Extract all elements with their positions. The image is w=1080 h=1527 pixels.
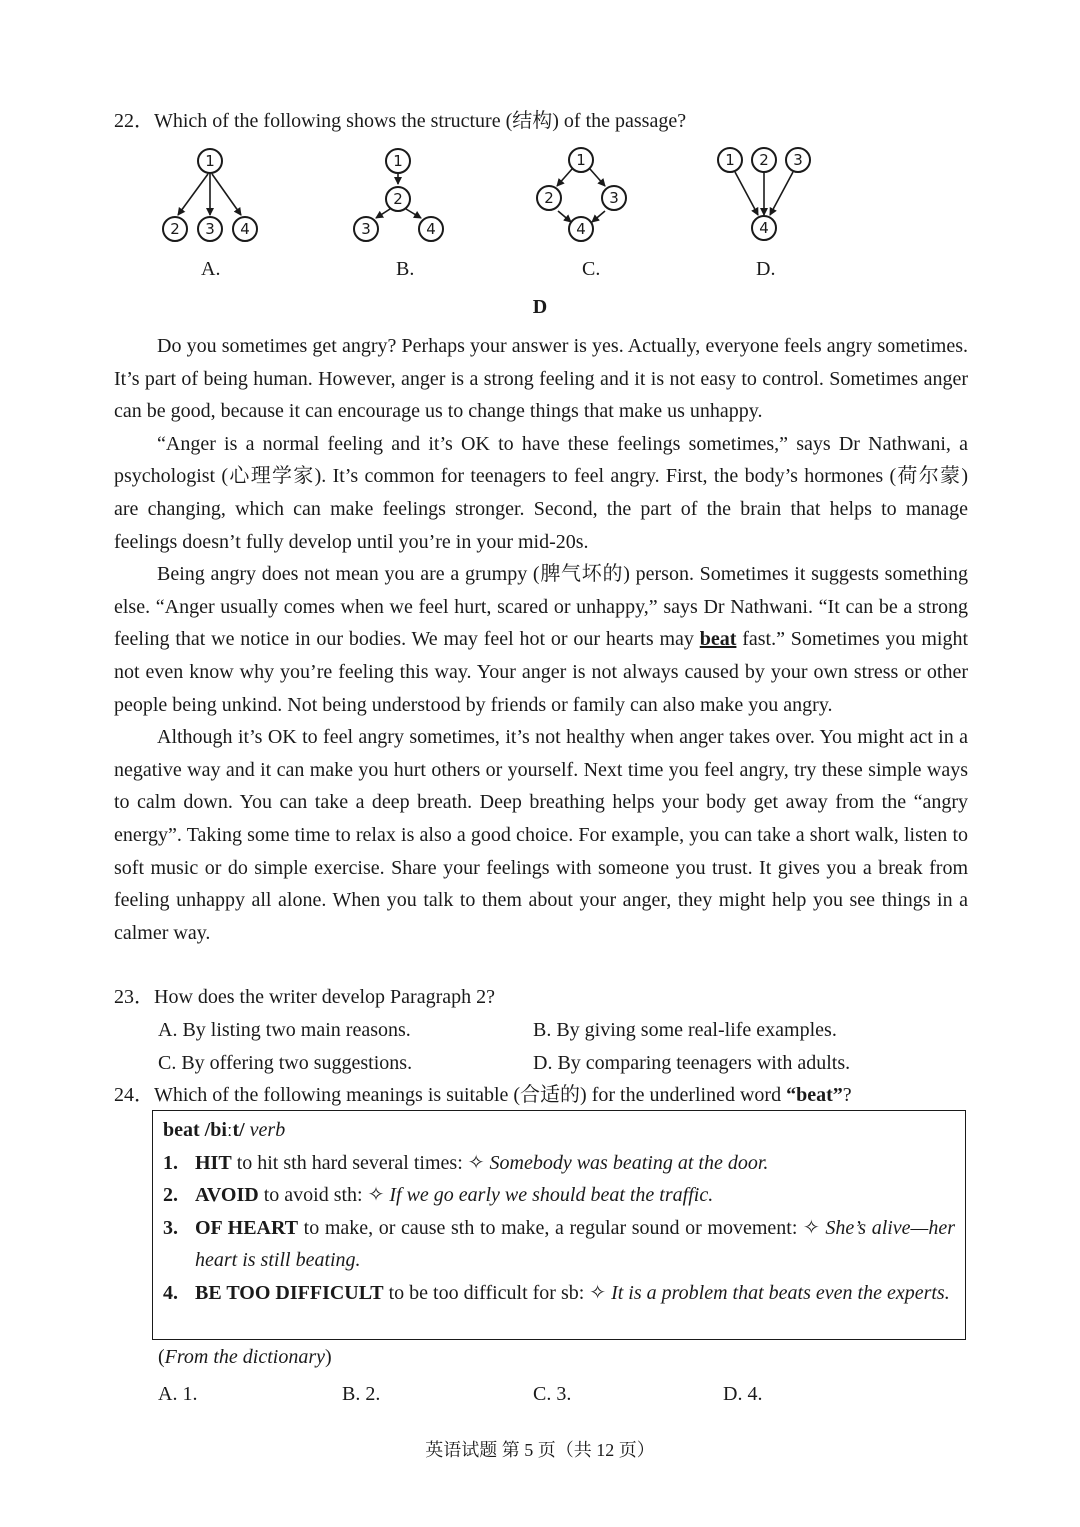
- dictionary-entry-2: [163, 1179, 955, 1212]
- question-number: 23．: [114, 986, 154, 1008]
- entry-number: 3.: [163, 1216, 178, 1239]
- entry-example: It is a problem that beats even the experts.: [611, 1281, 950, 1304]
- node-label: 4: [576, 220, 586, 238]
- quoted-word: “beat”: [786, 1084, 843, 1106]
- node-label: 1: [393, 152, 403, 170]
- dictionary-entry-1: [163, 1147, 955, 1180]
- part-of-speech: verb: [249, 1119, 286, 1141]
- option-d: D. By comparing teenagers with adults.: [533, 1052, 851, 1074]
- question-text: Which of the following meanings is suitable (合适的) for the underlined word: [154, 1084, 787, 1106]
- structure-diagrams: [150, 142, 830, 252]
- paragraph-2: “Anger is a normal feeling and it’s OK to have these feelings sometimes,” says Dr Nathwani, a psychologist (心理学家). It’s common for teenagers to feel angry. First, the body’s hormones (荷尔蒙) are changing, which can make feelings stronger. Second, the part of the brain that helps to manage feelings doesn’t fully develop until you’re in your mid-20s.: [114, 432, 968, 553]
- headword: beat /biːt/: [163, 1119, 245, 1141]
- paragraph-3: [114, 558, 968, 721]
- diagram-d: [718, 148, 810, 240]
- option-a: A. 1.: [158, 1383, 198, 1405]
- entry-number: 4.: [163, 1281, 178, 1304]
- question-24: [114, 1079, 852, 1111]
- option-c: C. 3.: [533, 1383, 572, 1405]
- option-c: C. By offering two suggestions.: [158, 1052, 413, 1074]
- entry-definition: to make, or cause sth to make, a regular sound or movement: ✧: [298, 1216, 826, 1239]
- question-text: How does the writer develop Paragraph 2?: [154, 986, 495, 1008]
- entry-keyword: OF HEART: [195, 1216, 299, 1239]
- paren-open: (: [158, 1346, 165, 1368]
- reading-passage: [114, 330, 968, 949]
- node-label: 4: [240, 220, 250, 238]
- node-label: 3: [609, 189, 619, 207]
- diagram-a: [163, 149, 257, 241]
- option-d: D. 4.: [723, 1383, 763, 1405]
- node-label: 2: [393, 190, 403, 208]
- section-heading: D: [532, 296, 548, 318]
- structure-diagram-svg: [150, 142, 830, 252]
- node-label: 2: [544, 189, 554, 207]
- entry-example: Somebody was beating at the door.: [489, 1151, 769, 1174]
- entry-definition: to hit sth hard several times: ✧: [231, 1151, 490, 1174]
- entry-example: She’s alive—her heart is still beating.: [195, 1216, 955, 1272]
- node-label: 3: [361, 220, 371, 238]
- node-label: 2: [170, 220, 180, 238]
- node-label: 2: [759, 151, 769, 169]
- node-label: 3: [205, 220, 215, 238]
- q23-options: [0, 1014, 1080, 1084]
- q24-options: [0, 1378, 1080, 1412]
- entry-number: 1.: [163, 1151, 178, 1174]
- paren-close: ): [325, 1346, 332, 1368]
- question-23: [114, 981, 495, 1013]
- entry-keyword: HIT: [195, 1151, 232, 1174]
- question-number: 24．: [114, 1084, 154, 1106]
- underlined-word-beat: beat: [699, 628, 737, 651]
- option-b-label: B.: [396, 258, 415, 280]
- dictionary-source: [158, 1346, 332, 1369]
- question-22: [114, 105, 686, 137]
- entry-definition: to be too difficult for sb: ✧: [383, 1281, 612, 1304]
- option-a: A. By listing two main reasons.: [158, 1019, 411, 1041]
- entry-keyword: AVOID: [195, 1184, 259, 1207]
- dictionary-headword-line: [163, 1114, 955, 1147]
- node-label: 1: [576, 151, 586, 169]
- option-c-label: C.: [582, 258, 601, 280]
- node-label: 3: [793, 151, 803, 169]
- node-label: 4: [759, 219, 769, 237]
- option-b: B. 2.: [342, 1383, 381, 1405]
- option-d-label: D.: [756, 258, 776, 280]
- question-text-end: ?: [842, 1084, 852, 1106]
- node-label: 4: [426, 220, 436, 238]
- node-label: 1: [725, 151, 735, 169]
- dictionary-entry-4: [163, 1277, 955, 1310]
- question-text: Which of the following shows the structure (结构) of the passage?: [154, 110, 687, 132]
- q22-option-labels: [0, 258, 1080, 282]
- source-text: From the dictionary: [164, 1346, 326, 1368]
- diagram-c: [537, 148, 626, 241]
- option-b: B. By giving some real-life examples.: [533, 1019, 837, 1041]
- node-label: 1: [205, 152, 215, 170]
- entry-number: 2.: [163, 1184, 178, 1207]
- option-a-label: A.: [201, 258, 221, 280]
- entry-definition: to avoid sth: ✧: [258, 1184, 390, 1207]
- paragraph-4: Although it’s OK to feel angry sometimes, it’s not healthy when anger takes over. You might act in a negative way and it can make you hurt others or yourself. Next time you feel angry, try these simple ways to calm down. You can take a deep breath. Deep breathing helps your body get away from the “angry energy”. Taking some time to relax is also a good choice. For example, you can take a short walk, listen to soft music or do simple exercise. Share your feelings with someone you trust. It gives you a break from feeling unhappy all alone. When you talk to them about your anger, they might help you see things in a calmer way.: [114, 726, 968, 944]
- page-footer: 英语试题 第 5 页（共 12 页）: [425, 1440, 655, 1460]
- paragraph-1: Do you sometimes get angry? Perhaps your answer is yes. Actually, everyone feels angry sometimes. It’s part of being human. However, anger is a strong feeling and it is not easy to control. Sometimes anger can be good, because it can encourage us to change things that make us unhappy.: [114, 335, 968, 423]
- dictionary-entry-3: [163, 1212, 955, 1277]
- entry-keyword: BE TOO DIFFICULT: [195, 1281, 384, 1304]
- question-number: 22．: [114, 110, 154, 132]
- paragraph-3-text-cont: fast.” Sometimes you might not even know why you’re feeling this way. Your anger is not always caused by your own stress or other people being unkind. Not being understood by friends or family can also make you angry.: [114, 628, 969, 716]
- entry-example: If we go early we should beat the traffic.: [389, 1184, 714, 1207]
- diagram-b: [354, 149, 443, 241]
- paragraph-3-text: Being angry does not mean you are a grumpy (脾气坏的) person. Sometimes it suggests something else. “Anger usually comes when we feel hurt, scared or unhappy,” says Dr Nathwani. “It can be a strong feeling that we notice in our bodies. We may feel hot or our hearts may: [114, 563, 968, 651]
- dictionary-box: [152, 1110, 966, 1340]
